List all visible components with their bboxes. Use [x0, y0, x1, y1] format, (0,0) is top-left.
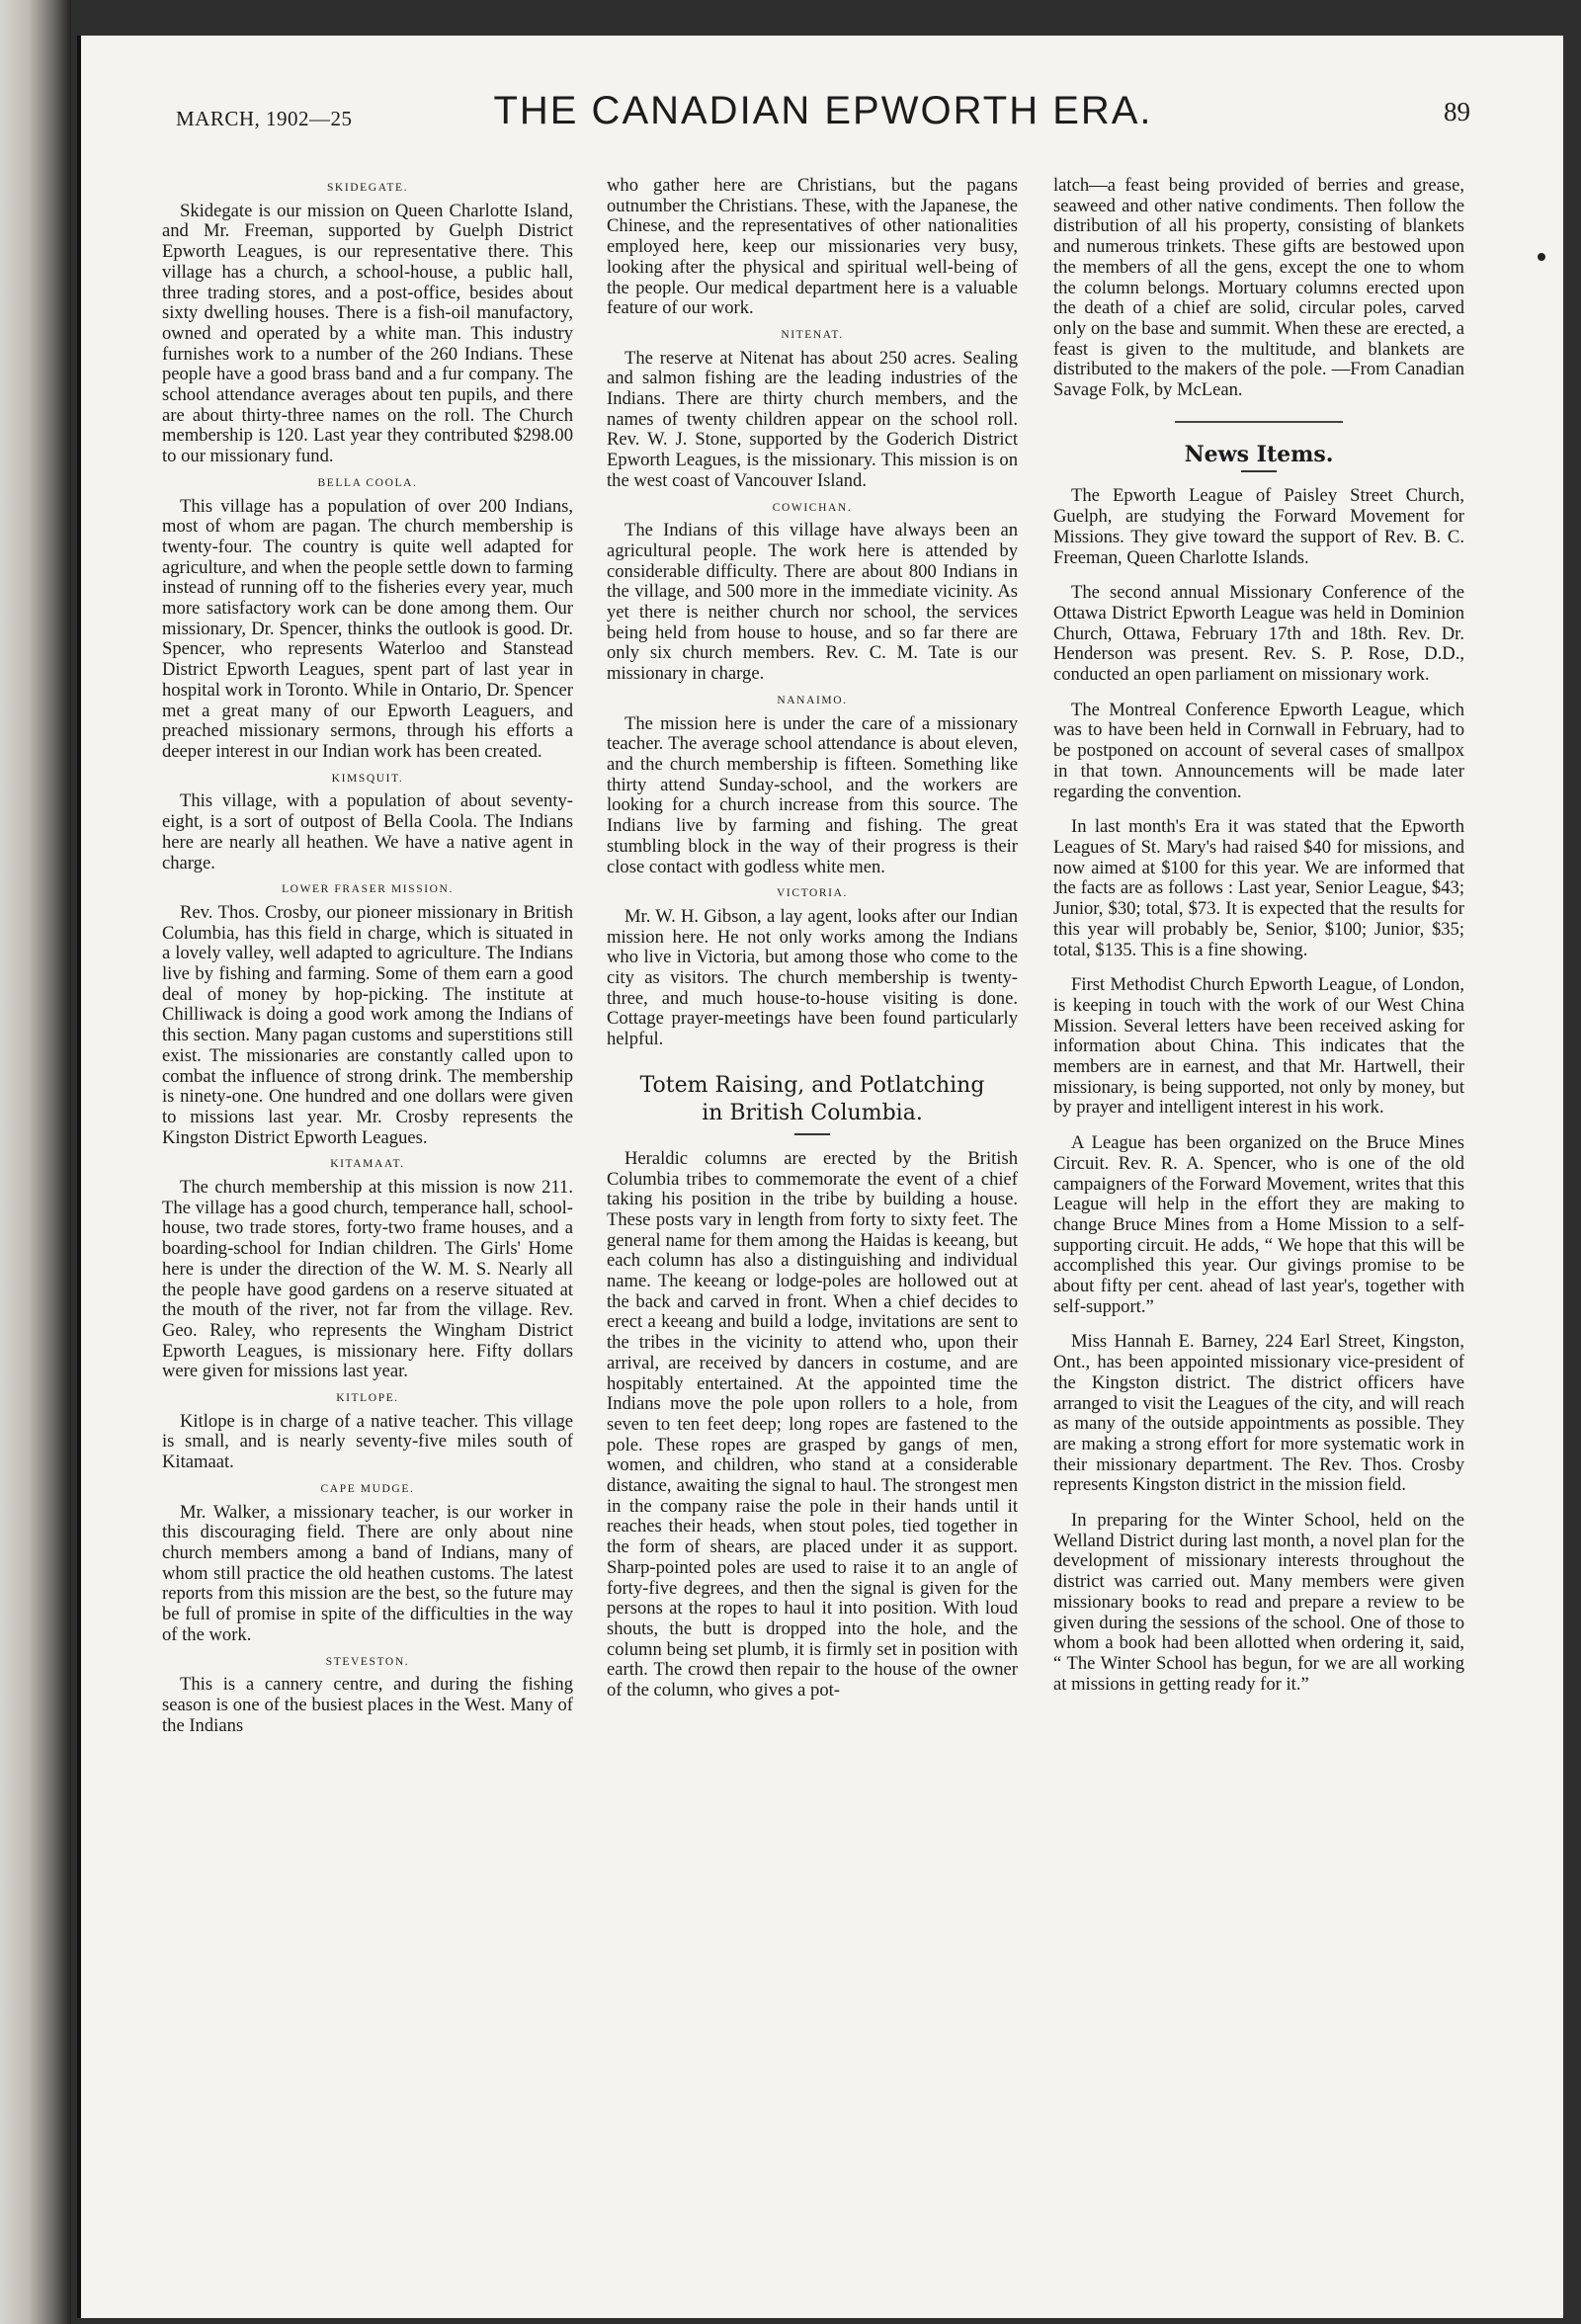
page-number: 89 [1444, 97, 1470, 126]
section-heading: KIMSQUIT. [331, 772, 404, 785]
publication-title: THE CANADIAN EPWORTH ERA. [493, 89, 1153, 132]
news-item: The second annual Missionary Conference of the Ottawa District Epworth League was held in Dominion Church, Ottawa, February 17th and 18th. Rev. Dr. Henderson was present. Rev. S. P. Rose, D.D., conducted an open parliament on missionary work. [1053, 582, 1464, 686]
page-header [176, 83, 1470, 152]
facing-page-edge [0, 0, 71, 2324]
section-heading: KITAMAAT. [330, 1158, 405, 1171]
column-3 [1053, 176, 1464, 1709]
news-items-title: News Items. [1184, 441, 1334, 467]
article-title-line: Totem Raising, and Potlatching [639, 1072, 985, 1098]
article-paragraph: latch—a feast being provided of berries and grease, seaweed and other native condiments. Then follow the distribution of all his property, consisting of blankets and numerous trinkets. These gifts are bestowed upon the members of all the gens, except the one to whom the column belongs. Mortuary columns erected upon the death of a chief are solid, circular poles, carved only on the base and summit. When these are erected, a feast is given to the multitude, and blankets are distributed to the makers of the pole. —From Canadian Savage Folk, by McLean. [1053, 175, 1464, 401]
issue-date: MARCH, 1902—25 [176, 107, 353, 130]
column-2 [607, 176, 1018, 1716]
section-divider [1175, 421, 1343, 423]
news-item: In preparing for the Winter School, held on the Welland District during last month, a novel plan for the development of missionary interests throughout the district was carried out. Many members were given missionary books to read and prepare a review to be given during the sessions of the school. One of those to whom a book had been allotted when ordering it, said, “ The Winter School has begun, for we are all working at missions in getting ready for it.” [1053, 1510, 1464, 1695]
article-paragraph: This village has a population of over 200 Indians, most of whom are pagan. The church membership is twenty-four. The country is quite well adapted for agriculture, and when the people settle down to farming instead of running off to the fisheries every year, much more satisfactory work can be done among them. Our missionary, Dr. Spencer, thinks the outlook is good. Dr. Spencer, who represents Waterloo and Stanstead District Epworth Leagues, spent part of last year in hospital work in Toronto. While in Ontario, Dr. Spencer met a great many of our Epworth Leaguers, and preached missionary sermons, through his efforts a deeper interest in our Indian work has been created. [162, 495, 573, 762]
title-rule [794, 1133, 830, 1135]
article-paragraph: This village, with a population of about seventy-eight, is a sort of outpost of Bella Coola. The Indians here are nearly all heathen. We have a native agent in charge. [162, 790, 573, 873]
section-heading: VICTORIA. [776, 887, 848, 900]
section-heading: NANAIMO. [777, 694, 848, 706]
ink-spot [1538, 253, 1545, 261]
article-paragraph: This is a cannery centre, and during the fishing season is one of the busiest places in the West. Many of the Indians [162, 1674, 573, 1736]
article-paragraph: who gather here are Christians, but the pagans outnumber the Christians. These, with the Japanese, the Chinese, and the representatives of other nationalities employed here, keep our missionaries very busy, looking after the physical and spiritual well-being of the people. Our medical department here is a valuable feature of our work. [607, 175, 1018, 319]
section-heading: CAPE MUDGE. [320, 1482, 415, 1495]
article-paragraph: The Indians of this village have always been an agricultural people. The work here is attended by considerable difficulty. There are about 800 Indians in the village, and 500 more in the immediate vicinity. As yet there is neither church nor school, the services being held from house to house, and so far there are only six church members. Rev. C. M. Tate is our missionary in charge. [607, 520, 1018, 685]
news-item: In last month's Era it was stated that the Epworth Leagues of St. Mary's had raised $40 for missions, and now aimed at $100 for this year. We are informed that the facts are as follows : Last year, Senior League, $43; Junior, $30; total, $73. It is expected that the results for this year will probably be, Senior, $100; Junior, $35; total, $135. This is a fine showing. [1053, 816, 1464, 960]
article-paragraph: Mr. Walker, a missionary teacher, is our worker in this discouraging field. There are only about nine church members among a band of Indians, many of whom still practice the old heathen customs. The latest reports from this mission are the best, so the future may be full of promise in spite of the difficulties in the way of the work. [162, 1501, 573, 1645]
title-rule [1241, 470, 1277, 472]
article-paragraph: Kitlope is in charge of a native teacher. This village is small, and is nearly seventy-five miles south of Kitamaat. [162, 1410, 573, 1473]
article-paragraph: The reserve at Nitenat has about 250 acres. Sealing and salmon fishing are the leading industries of the Indians. There are thirty church members, and the names of twenty children appear on the school roll. Rev. W. J. Stone, supported by the Goderich District Epworth Leagues, is the missionary. This mission is on the west coast of Vancouver Island. [607, 347, 1018, 491]
section-heading: SKIDEGATE. [326, 182, 409, 194]
article-title [607, 1072, 1018, 1127]
section-heading: COWICHAN. [772, 501, 853, 514]
section-heading: LOWER FRASER MISSION. [282, 883, 454, 896]
news-item: First Methodist Church Epworth League, of London, is keeping in touch with the work of our West China Mission. Several letters have been received asking for information about China. This indicates that the members are in earnest, and that Mr. Hartwell, their missionary, is being supported, not only by money, but by prayer and intelligent interest in his work. [1053, 974, 1464, 1119]
news-item: A League has been organized on the Bruce Mines Circuit. Rev. R. A. Spencer, who is one of the old campaigners of the Forward Movement, writes that this League will help in the effort they are making to change Bruce Mines from a Home Mission to a self-supporting circuit. He adds, “ We hope that this will be accomplished this year. Our givings promise to be about fifty per cent. ahead of last year's, together with self-support.” [1053, 1132, 1464, 1317]
news-item: The Montreal Conference Epworth League, which was to have been held in Cornwall in February, had to be postponed on account of several cases of smallpox in that town. Announcements will be made later regarding the convention. [1053, 699, 1464, 802]
article-paragraph: Heraldic columns are erected by the British Columbia tribes to commemorate the event of a chief taking his position in the tribe by building a house. These posts vary in length from forty to sixty feet. The general name for them among the Haidas is keeang, but each column has also a distinguishing and individual name. The keeang or lodge-poles are hollowed out at the back and carved in front. When a chief decides to erect a keeang and build a lodge, invitations are sent to the tribes in the vicinity to attend who, upon their arrival, are received by dancers in costume, and are hospitably entertained. At the appointed time the Indians move the pole upon rollers to a hole, from seven to ten feet deep; long ropes are fastened to the pole. These ropes are grasped by gangs of men, women, and children, who stand at a considerable distance, awaiting the signal to haul. The strongest men in the company raise the pole in their hands until it reaches their heads, when stout poles, tied together in the form of shears, are placed under it as support. Sharp-pointed poles are used to raise it to an angle of forty-five degrees, and then the signal is given for the persons at the ropes to haul it into position. With loud shouts, the butt is dropped into the hole, and the column being set plumb, it is firmly set in position with earth. The crowd then repair to the house of the owner of the column, who gives a pot- [607, 1147, 1018, 1702]
article-paragraph: Skidegate is our mission on Queen Charlotte Island, and Mr. Freeman, supported by Guelph District Epworth Leagues, is our representative there. This village has a church, a school-house, a public hall, three trading stores, and a post-office, besides about sixty dwelling houses. There is a fish-oil manufactory, owned and operated by a white man. This industry furnishes work to a number of the 260 Indians. These people have a good brass band and a fur company. The school attendance averages about ten pupils, and there are about thirty-three names on the roll. The Church membership is 120. Last year they contributed $298.00 to our missionary fund. [162, 200, 573, 467]
section-heading: STEVESTON. [325, 1655, 410, 1668]
news-item: Miss Hannah E. Barney, 224 Earl Street, Kingston, Ont., has been appointed missionary vice-president of the Kingston district. The district officers have arranged to visit the Leagues of the city, and will reach as many of the outside appointments as possible. They are making a strong effort for more systematic work in their missionary department. The Rev. Thos. Crosby represents Kingston district in the mission field. [1053, 1331, 1464, 1496]
column-1 [162, 178, 573, 1742]
article-title-line: in British Columbia. [702, 1100, 923, 1125]
article-paragraph: The church membership at this mission is now 211. The village has a good church, temperance hall, school-house, two trade stores, forty-two frame houses, and a boarding-school for Indian children. The Girls' Home here is under the direction of the W. M. S. Nearly all the people have good gardens on a reserve situated at the mouth of the river, not far from the village. Rev. Geo. Raley, who represents the Wingham District Epworth Leagues, is missionary here. Fifty dollars were given for missions last year. [162, 1177, 573, 1382]
section-heading: NITENAT. [781, 328, 844, 341]
news-item: The Epworth League of Paisley Street Church, Guelph, are studying the Forward Movement for Missions. They give toward the support of Rev. B. C. Freeman, Queen Charlotte Islands. [1053, 485, 1464, 568]
section-heading: BELLA COOLA. [317, 476, 418, 489]
article-paragraph: The mission here is under the care of a missionary teacher. The average school attendance is about eleven, and the church membership is fifteen. Something like thirty attend Sunday-school, and the workers are looking for a church increase from this source. The Indians live by farming and fishing. The great stumbling block in the way of their progress is their close contact with godless white men. [607, 712, 1018, 877]
section-heading: KITLOPE. [336, 1392, 399, 1405]
article-paragraph: Rev. Thos. Crosby, our pioneer missionary in British Columbia, has this field in charge, which is situated in a lovely valley, well adapted to agriculture. The Indians live by fishing and farming. Some of them earn a good deal of money by hop-picking. The institute at Chilliwack is doing a good work among the Indians of this section. Many pagan customs and superstitions still exist. The missionaries are constantly called upon to combat the influence of strong drink. The membership is ninety-one. One hundred and one dollars were given to missions last year. Mr. Crosby represents the Kingston District Epworth Leagues. [162, 901, 573, 1148]
article-paragraph: Mr. W. H. Gibson, a lay agent, looks after our Indian mission here. He not only works among the Indians who live in Victoria, but among those who come to the city as visitors. The church membership is twenty-three, and much house-to-house visiting is done. Cottage prayer-meetings have been found particularly helpful. [607, 905, 1018, 1050]
